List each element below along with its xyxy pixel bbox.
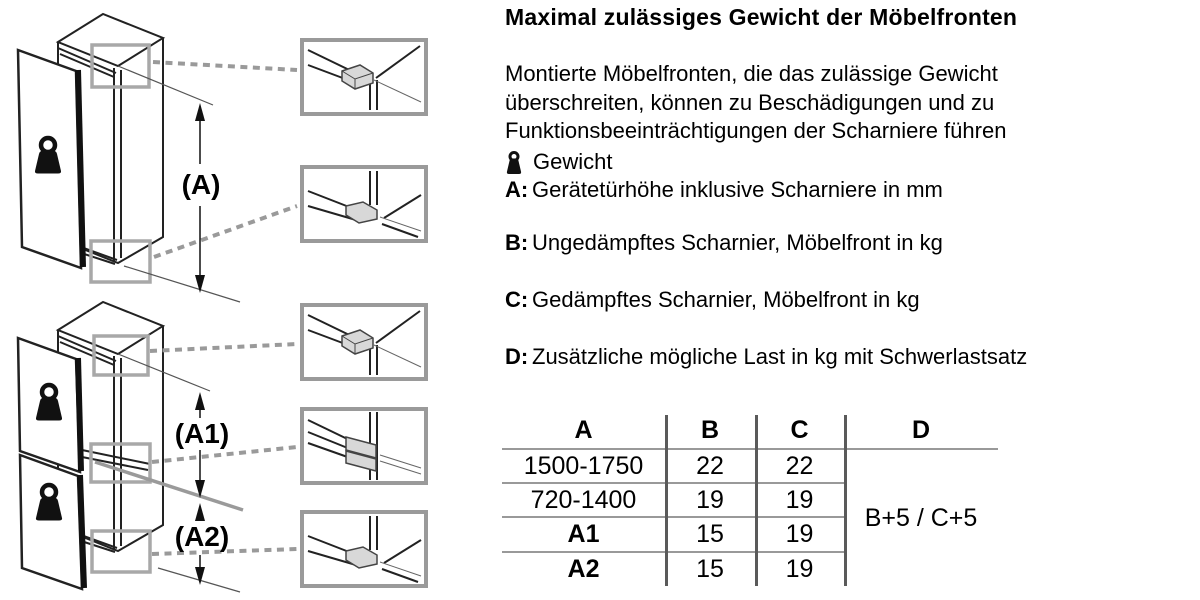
dimension-label-a: (A) [181, 169, 221, 200]
table-cell-a: A1 [567, 520, 600, 548]
furniture-front-panel [18, 50, 83, 268]
table-cell-d-merged: B+5 / C+5 [864, 503, 978, 532]
page-title: Maximal zulässiges Gewicht der Möbelfronten [505, 4, 1018, 30]
legend-entry-c [505, 287, 920, 313]
legend-weight [505, 149, 612, 175]
detail-callout-box-top-hinge-2 [302, 305, 426, 379]
table-cell-a: A2 [567, 555, 600, 583]
detail-callout-box-bottom-hinge-2 [302, 512, 426, 586]
detail-callout-box-middle-hinge [302, 409, 426, 483]
table-cell-c: 22 [785, 451, 814, 480]
table-cell-b: 19 [696, 485, 724, 514]
table-header-b: B [700, 416, 720, 444]
table-cell-b: 22 [696, 451, 724, 480]
table-cell-a: 720-1400 [530, 485, 637, 514]
table-cell-c: 19 [785, 555, 814, 583]
cabinet-diagram-single-door [18, 14, 297, 302]
table-cell-b: 15 [696, 520, 724, 548]
table-cell-a: 1500-1750 [523, 451, 644, 480]
legend-entry-d [505, 344, 1027, 370]
legend-key-b: B: [505, 230, 529, 255]
installation-diagram [0, 0, 460, 600]
legend-key-c: C: [505, 287, 529, 312]
table-cell-c: 19 [785, 520, 814, 548]
legend-weight-label: Gewicht [533, 149, 613, 174]
legend-text-b: Ungedämpftes Scharnier, Möbelfront in kg [532, 230, 943, 255]
dimension-label-a2: (A2) [174, 521, 230, 552]
table-cell-b: 15 [696, 555, 724, 583]
legend-text-a: Gerätetürhöhe inklusive Scharniere in mm [532, 177, 943, 202]
legend-entry-a [505, 177, 943, 203]
dimension-label-a1: (A1) [174, 418, 230, 449]
dimension-arrow-a1 [175, 392, 229, 498]
dashed-callout-leaders [153, 62, 297, 257]
table-header-c: C [790, 416, 809, 444]
legend-entry-b [505, 230, 943, 256]
intro-paragraph [505, 60, 1006, 146]
table-header-d: D [911, 416, 931, 444]
detail-callout-box-bottom-hinge-1 [302, 167, 426, 241]
dimension-arrow-a2 [175, 503, 229, 585]
table-header-a: A [574, 416, 593, 444]
cabinet-diagram-double-door [18, 302, 297, 592]
table-cell-c: 19 [785, 485, 814, 514]
legend-key-a: A: [505, 177, 529, 202]
furniture-front-panel-upper [18, 338, 81, 472]
legend-key-d: D: [505, 344, 529, 369]
paragraph-line: überschreiten, können zu Beschädigungen und zu [505, 89, 995, 115]
legend-text-d: Zusätzliche mögliche Last in kg mit Schwerlastsatz [532, 344, 1028, 369]
legend-text-c: Gedämpftes Scharnier, Möbelfront in kg [532, 287, 920, 312]
detail-callout-box-top-hinge-1 [302, 40, 426, 114]
weight-table [502, 413, 998, 588]
paragraph-line: Montierte Möbelfronten, die das zulässige Gewicht [505, 61, 998, 86]
weight-icon [505, 150, 523, 175]
dimension-arrow-a [182, 103, 221, 293]
paragraph-line: Funktionsbeeinträchtigungen der Scharniere führen [505, 118, 1007, 143]
furniture-front-panel-lower [20, 455, 84, 589]
